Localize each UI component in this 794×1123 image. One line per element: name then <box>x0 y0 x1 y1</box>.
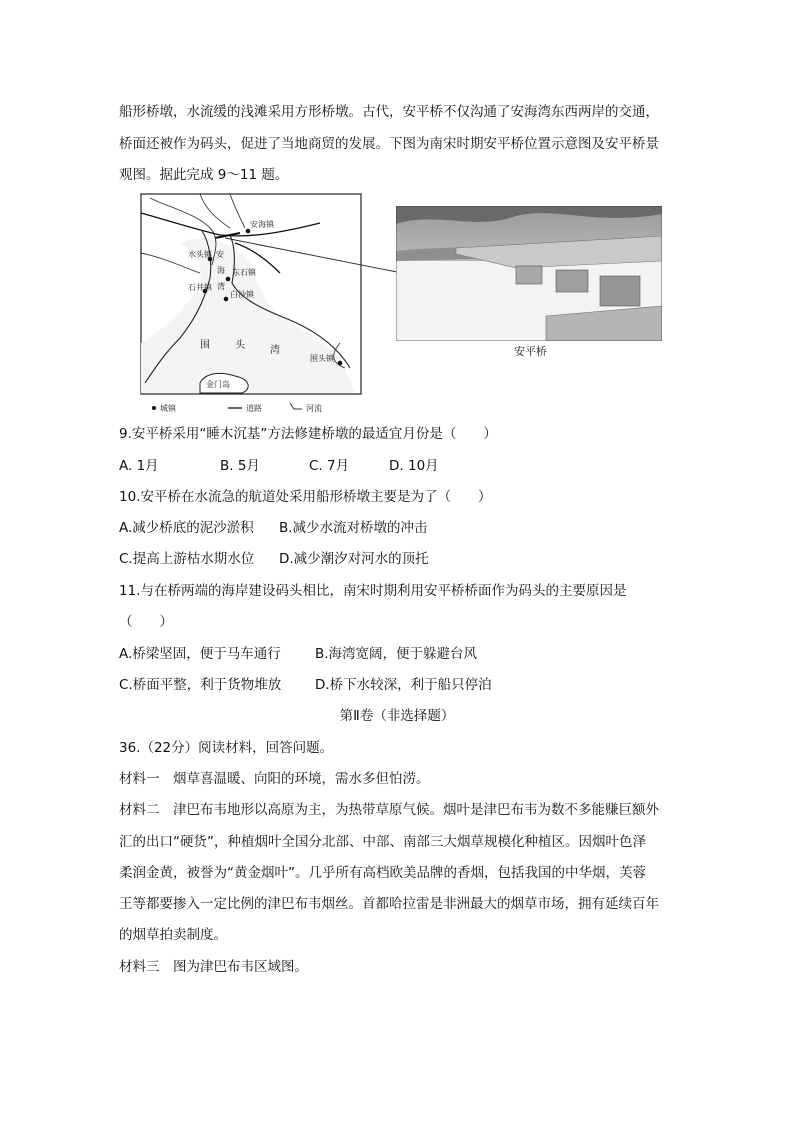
q11-option-d: D.桥下水较深，利于船只停泊 <box>315 677 492 693</box>
legend-town-icon <box>152 406 156 410</box>
photo-caption: 安平桥 <box>514 345 547 358</box>
label-weitouwan-1: 围 <box>200 340 210 351</box>
town-dot-baisha <box>224 297 229 302</box>
anping-bridge-photo <box>396 206 662 341</box>
q11-blank: （ ） <box>119 614 173 630</box>
q9-option-c: C. 7月 <box>309 458 350 474</box>
material-2-line-4: 王等都要掺入一定比例的津巴布韦烟丝。首都哈拉雷是非洲最大的烟草市场，拥有延续百年 <box>119 896 659 912</box>
material-2-line-1: 材料二 津巴布韦地形以高原为主，为热带草原气候。烟叶是津巴布韦为数不多能赚巨额外 <box>119 802 659 818</box>
photo-pier-1 <box>516 266 542 284</box>
intro-line-1: 船形桥墩，水流缓的浅滩采用方形桥墩。古代，安平桥不仅沟通了安海湾东西两岸的交通， <box>119 104 659 120</box>
label-weitouwan-2: 头 <box>235 340 245 351</box>
label-shuitou: 水头镇 <box>188 250 212 259</box>
label-baisha: 白沙镇 <box>230 290 254 299</box>
q11-option-a: A.桥梁坚固，便于马车通行 <box>119 646 281 662</box>
q11-option-c: C.桥面平整，利于货物堆放 <box>119 677 282 693</box>
legend-river: 河流 <box>306 404 322 413</box>
q36-stem: 36.（22分）阅读材料，回答问题。 <box>119 740 334 756</box>
q9-option-a: A. 1月 <box>119 458 159 474</box>
q10-option-a: A.减少桥底的泥沙淤积 <box>119 520 254 536</box>
material-2-line-5: 的烟草拍卖制度。 <box>119 927 227 943</box>
q10-option-c: C.提高上游枯水期水位 <box>119 551 255 567</box>
material-1: 材料一 烟草喜温暖、向阳的环境，需水多但怕涝。 <box>119 771 430 787</box>
q10-option-d: D.减少潮汐对河水的顶托 <box>279 551 429 567</box>
intro-line-2: 桥面还被作为码头，促进了当地商贸的发展。下图为南宋时期安平桥位置示意图及安平桥景 <box>119 136 659 152</box>
label-hai: 海 <box>217 266 225 275</box>
q9-stem: 9.安平桥采用“睡木沉基”方法修建桥墩的最适宜月份是（ ） <box>119 426 497 442</box>
intro-line-3: 观图。据此完成 9～11 题。 <box>119 167 289 183</box>
anping-bridge-location-map <box>140 193 362 417</box>
label-anhai: 安海镇 <box>250 220 274 229</box>
legend-road: 道路 <box>246 404 262 413</box>
photo-pier-2 <box>556 270 588 292</box>
label-dongshi: 东石镇 <box>232 268 256 277</box>
q10-option-b: B.减少水流对桥墩的冲击 <box>279 520 428 536</box>
q10-stem: 10.安平桥在水流急的航道处采用船形桥墩主要是为了（ ） <box>119 489 492 505</box>
q9-option-d: D. 10月 <box>389 458 439 474</box>
label-wan: 湾 <box>217 282 225 291</box>
label-weitou-town: 围头镇 <box>310 354 334 363</box>
material-2-line-2: 汇的出口“硬货”，种植烟叶全国分北部、中部、南部三大烟草规模化种植区。因烟叶色泽 <box>119 834 646 850</box>
q9-option-b: B. 5月 <box>220 458 260 474</box>
town-dot-weitou <box>338 361 343 366</box>
q11-stem: 11.与在桥两端的海岸建设码头相比，南宋时期利用安平桥桥面作为码头的主要原因是 <box>119 583 627 599</box>
label-an: 安 <box>216 250 224 259</box>
legend-river-icon <box>290 403 302 409</box>
section-title: 第Ⅱ卷（非选择题） <box>339 708 455 724</box>
label-weitouwan-3: 湾 <box>270 345 280 356</box>
legend-town: 城镇 <box>160 404 176 413</box>
leader-line <box>215 230 405 280</box>
label-shijing: 石井镇 <box>188 283 212 292</box>
label-jinmen: 金门岛 <box>206 380 230 389</box>
q11-option-b: B.海湾宽阔，便于躲避台风 <box>315 646 478 662</box>
material-3: 材料三 图为津巴布韦区域图。 <box>119 959 308 975</box>
material-2-line-3: 柔润金黄，被誉为“黄金烟叶”。几乎所有高档欧美品牌的香烟，包括我国的中华烟，芙蓉 <box>119 865 646 881</box>
photo-pier-3 <box>600 276 640 306</box>
